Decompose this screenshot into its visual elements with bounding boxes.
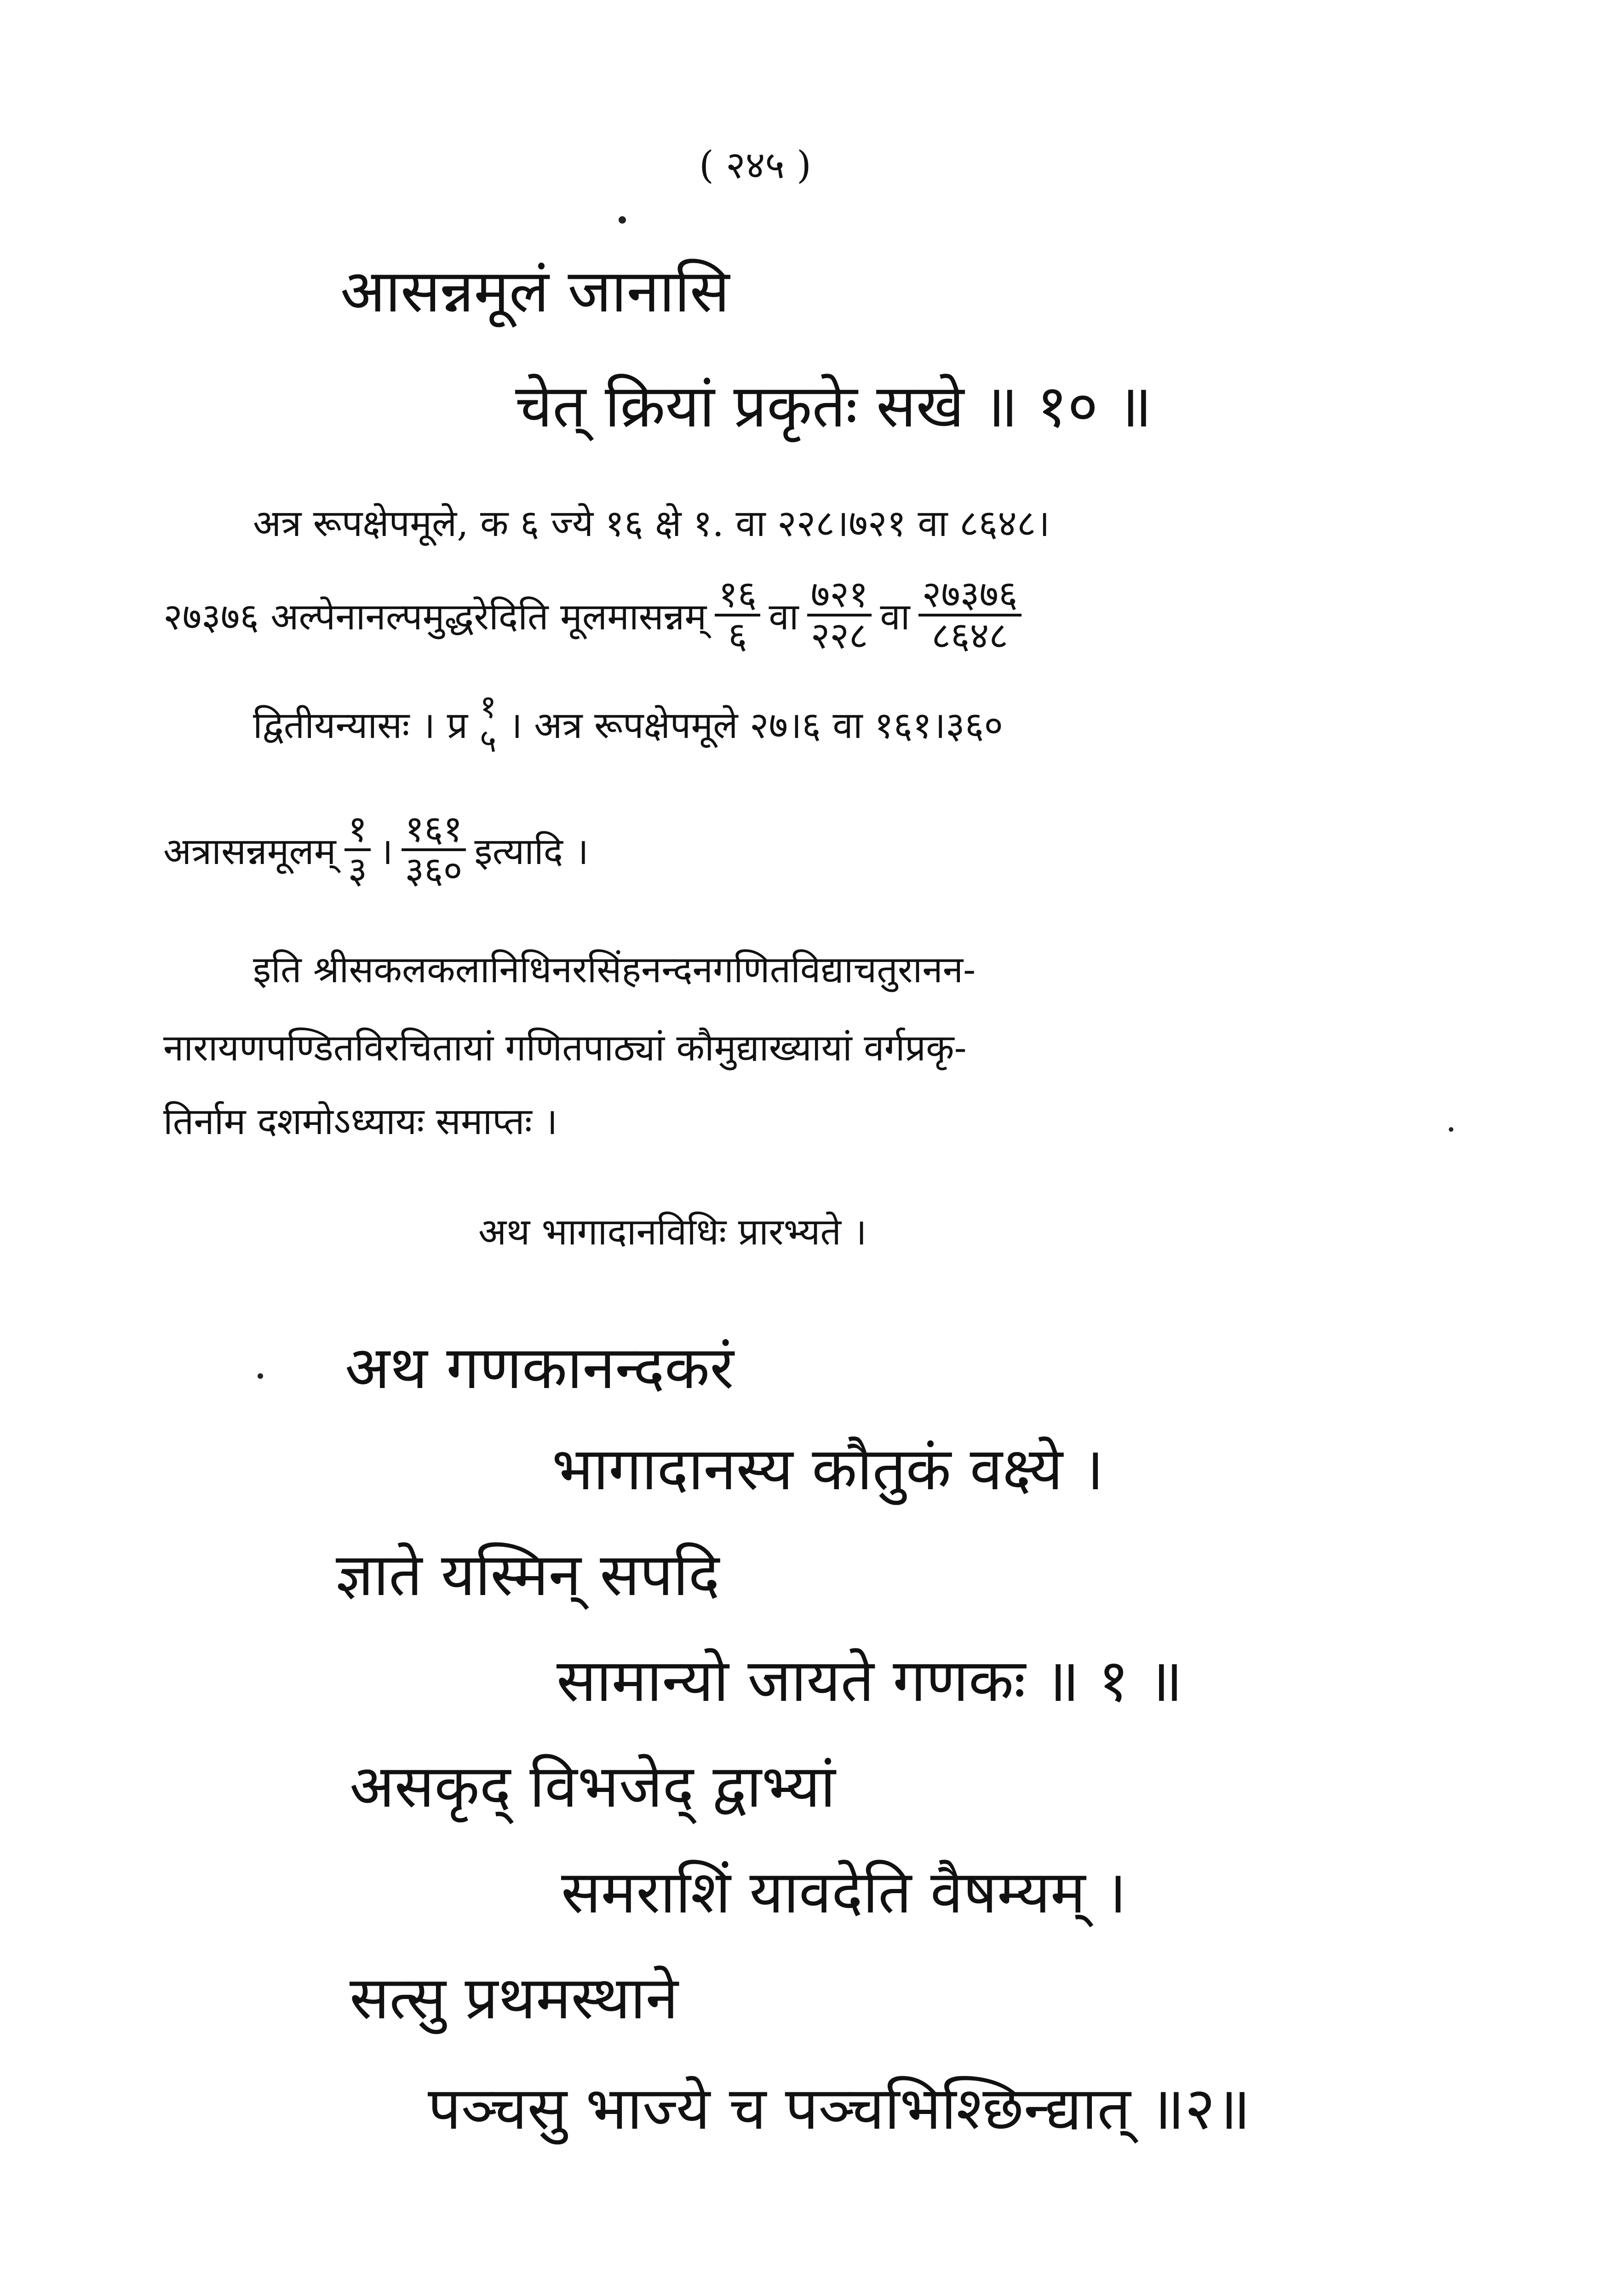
- ink-speck: [1449, 1127, 1453, 1132]
- example-line3: [253, 690, 1003, 758]
- verse2-line2: समराशिं यावदेति वैषम्यम् ।: [561, 1858, 1127, 1927]
- fraction-1-3: [344, 807, 371, 892]
- ink-speck: [258, 1373, 263, 1379]
- or-word: वा: [769, 595, 799, 638]
- verse2-line3: सत्सु प्रथमस्थाने: [350, 1964, 678, 2033]
- or-word: वा: [880, 595, 910, 638]
- example-line1: अत्र रूपक्षेपमूले, क ६ ज्ये १६ क्षे १. वा २२८।७२१ वा ८६४८।: [253, 502, 1050, 545]
- example-line4: [163, 807, 589, 892]
- fraction-numerator: १: [344, 810, 371, 851]
- fraction-denominator: ५: [480, 721, 497, 760]
- fraction-27376-8648: [918, 575, 1021, 655]
- fraction-1-5: [476, 690, 500, 758]
- fraction-numerator: १६: [715, 575, 760, 616]
- section-heading: अथ भागादानविधिः प्रारभ्यते ।: [478, 1210, 867, 1253]
- colophon-line3: तिर्नाम दशमोऽध्यायः समाप्तः ।: [163, 1100, 558, 1143]
- fraction-numerator: ७२१: [807, 575, 872, 616]
- fraction-numerator: २७३७६: [918, 575, 1021, 616]
- second-setup-roots: । अत्र रूपक्षेपमूले २७।६ वा १६१।३६०: [508, 704, 1003, 747]
- verse1-line2: भागादानस्य कौतुकं वक्ष्ये ।: [552, 1435, 1104, 1503]
- fraction-16-6: [715, 575, 760, 655]
- example-line2-text: २७३७६ अल्पेनानल्पमुद्धरेदिति मूलमासन्नम्: [163, 595, 707, 638]
- colophon-line1: इति श्रीसकलकलानिधिनरसिंहनन्दनगणितविद्याचतुरानन-: [253, 948, 976, 991]
- verse1-line4: सामान्यो जायते गणकः ॥ १ ॥: [557, 1647, 1183, 1715]
- fraction-denominator: ६: [728, 614, 747, 657]
- verse10-line2: चेत् क्रियां प्रकृतेः सखे ॥ १० ॥: [515, 372, 1152, 441]
- fraction-numerator: १: [480, 688, 497, 726]
- fraction-denominator: ८६४८: [931, 614, 1008, 657]
- page-number: ( २४५ ): [699, 144, 812, 187]
- fraction-denominator: २२८: [810, 614, 868, 657]
- ink-speck: [619, 216, 626, 224]
- verse10-line1: आसन्नमूलं जानासि: [340, 257, 730, 326]
- fraction-denominator: ३६०: [405, 849, 463, 892]
- verse1-line1: अथ गणकानन्दकरं: [345, 1334, 734, 1402]
- second-setup-text: द्वितीयन्यासः । प्र: [253, 704, 468, 747]
- example-line2: [163, 575, 1030, 655]
- etc-text: इत्यादि ।: [474, 829, 589, 873]
- verse2-line1: असकृद् विभजेद् द्वाभ्यां: [350, 1752, 836, 1821]
- colophon-line2: नारायणपण्डितविरचितायां गणितपाठ्यां कौमुद्याख्यायां वर्गप्रकृ-: [163, 1026, 967, 1069]
- verse1-line3: ज्ञाते यस्मिन् सपदि: [336, 1541, 720, 1609]
- fraction-161-360: [402, 807, 466, 892]
- fraction-721-228: [807, 575, 872, 655]
- separator: ।: [379, 829, 393, 873]
- fraction-numerator: १६१: [402, 810, 466, 851]
- approx-root-text: अत्रासन्नमूलम्: [163, 829, 336, 873]
- verse2-line4: पञ्चसु भाज्ये च पञ्चभिश्छिन्द्यात् ॥२॥: [428, 2074, 1251, 2143]
- fraction-denominator: ३: [348, 849, 367, 892]
